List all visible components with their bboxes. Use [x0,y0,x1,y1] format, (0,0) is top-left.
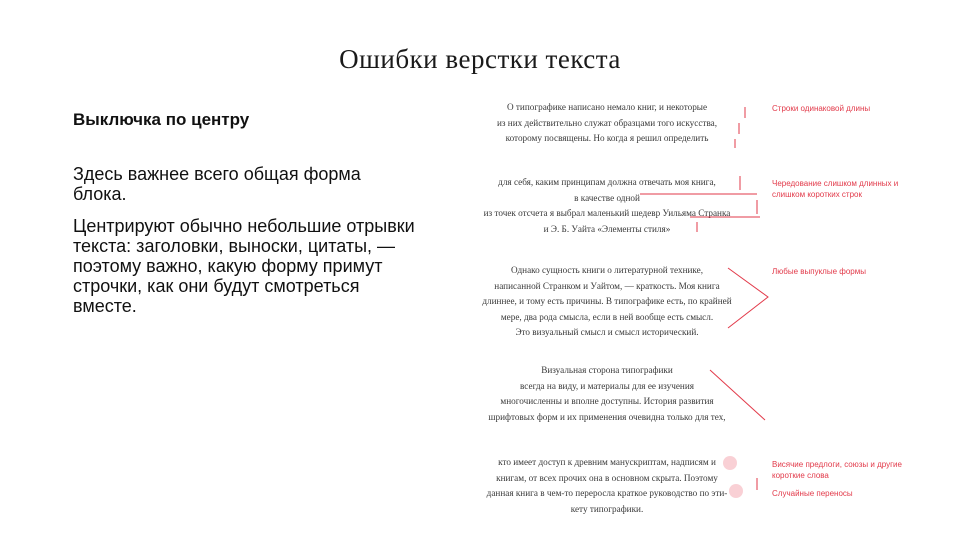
sample-line: мере, два рода смысла, если в ней вообще есть смысл. [500,311,714,322]
sample-line: Визуальная сторона типографики [541,365,673,375]
sample-line: для себя, каким принципам должна отвечать моя книга, [498,177,716,187]
paragraph-shape: Здесь важнее всего общая форма блока. [73,164,361,204]
sample-line: в качестве одной [574,192,640,203]
sample-line: и Э. Б. Уайта «Элементы стиля» [543,223,671,234]
sample-block-alternating-lines [452,175,762,237]
sample-line: всегда на виду, и материалы для ее изучения [520,380,694,391]
sample-line: длиннее, и тому есть причины. В типографике есть, по крайней [482,296,732,306]
sample-block-convex-shape [452,263,762,341]
slide-title: Ошибки верстки текста [339,44,621,74]
annotation-alternating-lines: Чередование слишком длинных и слишком коротких строк [772,179,899,199]
sample-line: кету типографики. [570,503,644,514]
sample-line: из них действительно служат образцами того искусства, [496,117,718,128]
sample-line: из точек отсчета я выбрал маленький шедевр Уильяма Странка [483,208,731,218]
sample-block-equal-lines [452,100,762,147]
sample-line: Это визуальный смысл и смысл исторический. [515,327,699,337]
sample-line: шрифтовых форм и их применения очевидна только для тех, [488,411,726,422]
annotation-hanging-words: Висячие предлоги, союзы и другие короткие слова [772,460,902,480]
section-subheading: Выключка по центру [73,110,250,129]
annotation-random-hyphenation: Случайные переносы [772,489,853,498]
sample-line: многочисленны и вполне доступны. История развития [500,396,714,406]
sample-line: написанной Странком и Уайтом, — краткость. Моя книга [494,280,720,291]
paragraph-usage: Центрируют обычно небольшие отрывки текста: заголовки, выноски, цитаты, — поэтому важно, какую форму примут строчки, как они будут смотреться вместе. [73,216,415,316]
sample-block-triangle-shape [452,363,762,425]
sample-line: кто имеет доступ к древним манускриптам, надписям и [498,457,716,467]
sample-block-hanging-words [452,455,762,517]
sample-line: которому посвящены. Но когда я решил определить [505,133,709,143]
sample-line: данная книга в чем-то переросла краткое руководство по эти- [486,488,728,498]
annotation-convex-shapes: Любые выпуклые формы [772,267,866,276]
annotation-equal-lines: Строки одинаковой длины [772,104,871,113]
sample-line: Однако сущность книги о литературной технике, [510,265,704,275]
sample-line: книгам, от всех прочих она в основном скрыта. Поэтому [496,472,718,483]
sample-line: О типографике написано немало книг, и некоторые [506,102,708,112]
